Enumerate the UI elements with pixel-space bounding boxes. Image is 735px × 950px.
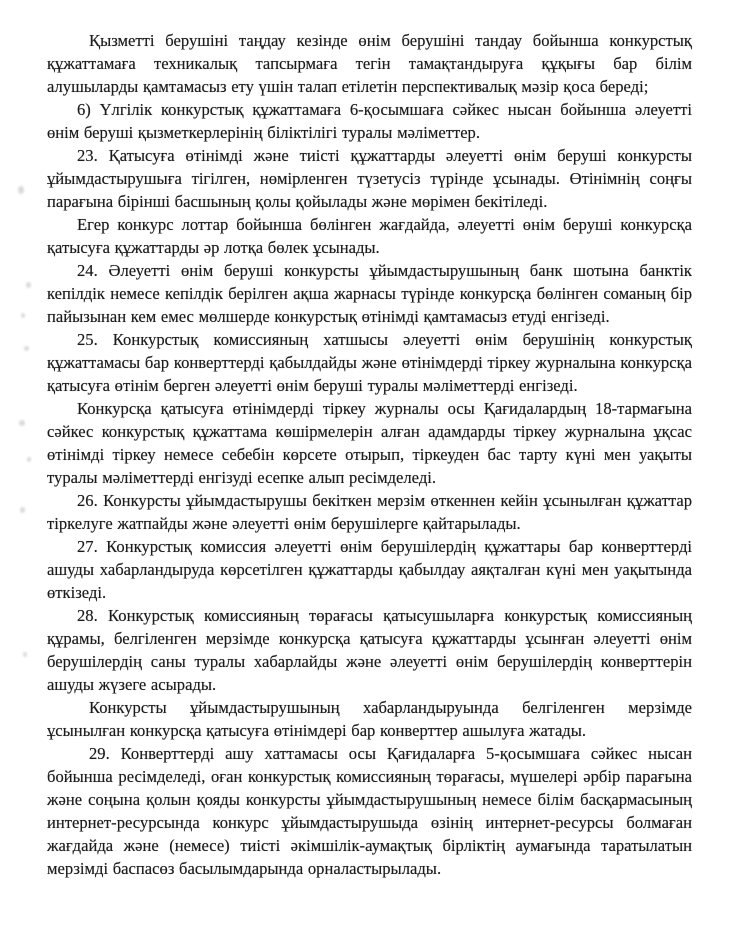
scan-smudge xyxy=(20,507,25,513)
paragraph: 24. Әлеуетті өнім беруші конкурсты ұйымдастырушының банк шотына банктік кепілдік немесе кепілдік берілген ақша жарнасы түрінде конкурсқа бөлінген соманың бір пайызынан кем емес мөлшерде конкурстық өтінімді қамтамасыз етуді енгізеді. xyxy=(47,261,692,326)
document-page xyxy=(47,29,692,880)
paragraph: 6) Үлгілік конкурстық құжаттамаға 6-қосымшаға сәйкес нысан бойынша әлеуетті өнім беруші қызметкерлерінің біліктілігі туралы мәліметтер. xyxy=(47,100,692,142)
scan-smudge xyxy=(27,457,31,462)
paragraph: 23. Қатысуға өтінімді және тиісті құжаттарды әлеуетті өнім беруші конкурсты ұйымдастырушыға тігілген, нөмірленген түзетусіз түрінде ұсынады. Өтінімнің соңғы парағына бірінші басшының қолы қойылады және мөрімен бекітіледі. xyxy=(47,146,692,211)
scan-smudge xyxy=(24,346,29,351)
scan-smudge xyxy=(19,420,25,426)
scan-smudge xyxy=(21,313,25,318)
paragraph: 29. Конверттерді ашу хаттамасы осы Қағидаларға 5-қосымшаға сәйкес нысан бойынша ресімделеді, оған конкурстық комиссияның төрағасы, мүшелері әрбір парағына және соңына қолын қояды конкурсты ұйымдастырушының немесе білім басқармасының интернет-ресурсында конкурс ұйымдастырушыда өзінің интернет-ресурсы болмаған жағдайда және (немесе) тиісті әкімшілік-аумақтық бірліктің аумағында таратылатын мерзімді баспасөз басылымдарында орналастырылады. xyxy=(47,744,692,878)
scan-smudge xyxy=(18,186,24,194)
paragraph: 26. Конкурсты ұйымдастырушы бекіткен мерзім өткеннен кейін ұсынылған құжаттар тіркелуге жатпайды және әлеуетті өнім берушілерге қайтарылады. xyxy=(47,491,692,533)
paragraph: Қызметті берушіні таңдау кезінде өнім берушіні тандау бойынша конкурстық құжаттамаға техникалық тапсырмаға тегін тамақтандыруға құқығы бар білім алушыларды қамтамасыз ету үшін талап етілетін перспективалық мәзір қоса береді; xyxy=(47,31,692,96)
scan-smudge xyxy=(26,282,31,288)
paragraph: Егер конкурс лоттар бойынша бөлінген жағдайда, әлеуетті өнім беруші конкурсқа қатысуға құжаттарды әр лотқа бөлек ұсынады. xyxy=(47,215,692,257)
paragraph: Конкурсты ұйымдастырушының хабарландыруында белгіленген мерзімде ұсынылған конкурсқа қатысуға өтінімдері бар конверттер ашылуға жатады. xyxy=(47,698,692,740)
paragraph: Конкурсқа қатысуға өтінімдерді тіркеу журналы осы Қағидалардың 18-тармағына сәйкес конкурстық құжаттама көшірмелерін алған адамдарды тіркеу журналына ұқсас өтінімді тіркеу немесе себебін көрсете отырып, тіркеуден бас тарту күні мен уақыты туралы мәліметтерді енгізуді есепке алып ресімделеді. xyxy=(47,399,692,487)
scan-smudge xyxy=(23,652,27,657)
paragraph: 25. Конкурстық комиссияның хатшысы әлеуетті өнім берушінің конкурстық құжаттамасы бар конверттерді қабылдайды және өтінімдерді тіркеу журналына конкурсқа қатысуға өтінім берген әлеуетті өнім беруші туралы мәліметтерді енгізеді. xyxy=(47,330,692,395)
paragraph: 28. Конкурстық комиссияның төрағасы қатысушыларға конкурстық комиссияның құрамы, белгіленген мерзімде конкурсқа қатысуға құжаттарды ұсынған әлеуетті өнім берушілердің саны туралы хабарлайды және әлеуетті өнім берушілердің конверттерін ашуды жүзеге асырады. xyxy=(47,606,692,694)
paragraph: 27. Конкурстық комиссия әлеуетті өнім берушілердің құжаттары бар конверттерді ашуды хабарландыруда көрсетілген құжаттарды қабылдау аяқталған күні мен уақытында өткізеді. xyxy=(47,537,692,602)
